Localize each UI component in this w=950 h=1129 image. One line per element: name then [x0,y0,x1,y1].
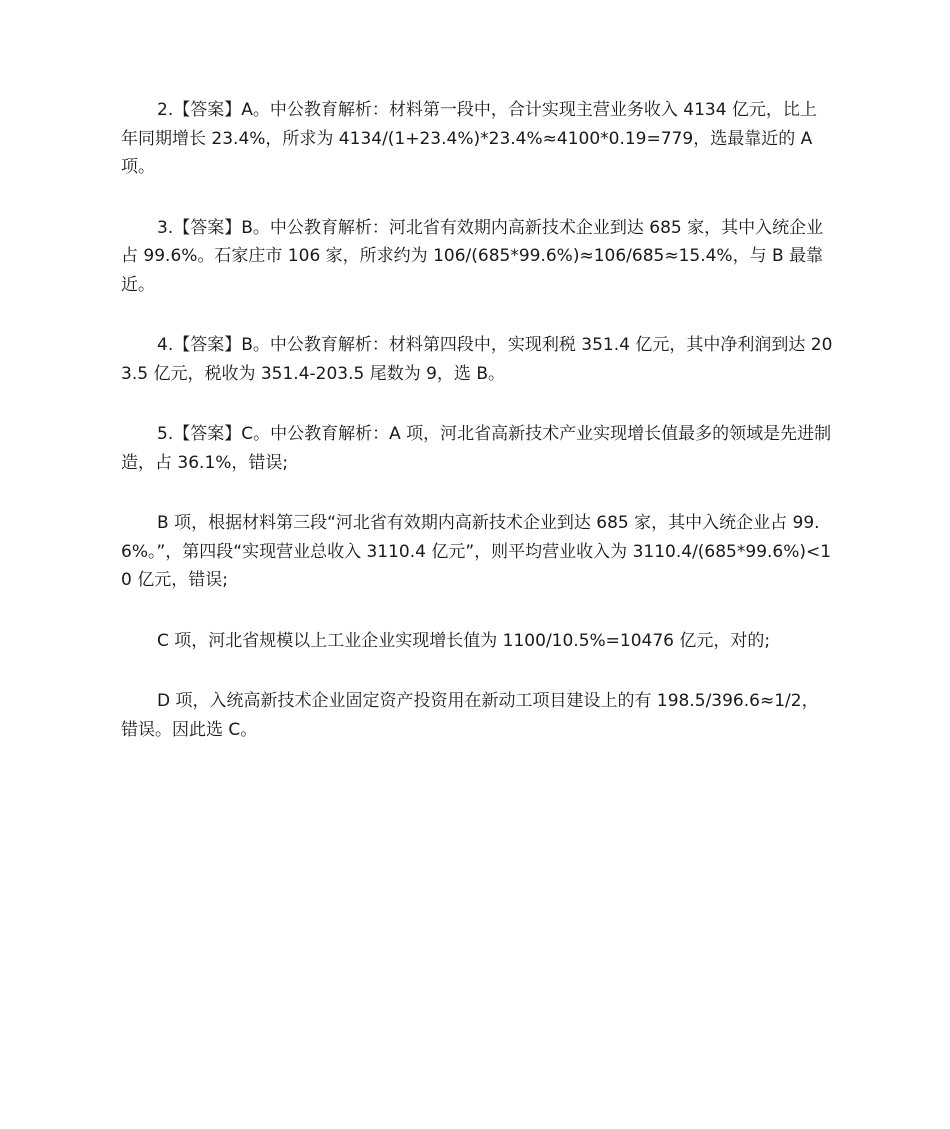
option-d-paragraph: D 项，入统高新技术企业固定资产投资用在新动工项目建设上的有 198.5/396.6≈1/2，错误。因此选 C。 [121,691,819,740]
option-c-paragraph: C 项，河北省规模以上工业企业实现增长值为 1100/10.5%=10476 亿元，对的; [157,630,771,651]
document-page [121,96,833,776]
answer-2-paragraph: 2.【答案】A。中公教育解析：材料第一段中，合计实现主营业务收入 4134 亿元，比上年同期增长 23.4%，所求为 4134/(1+23.4%)*23.4%≈4100*0.19=779，选最靠近的 A 项。 [121,100,817,177]
answer-5-paragraph: 5.【答案】C。中公教育解析：A 项，河北省高新技术产业实现增长值最多的领域是先进制造，占 36.1%，错误; [121,424,832,473]
option-b-paragraph: B 项，根据材料第三段“河北省有效期内高新技术企业到达 685 家，其中入统企业占 99.6%。”，第四段“实现营业总收入 3110.4 亿元”，则平均营业收入为 3110.4/(685*99.6%)<10 亿元，错误; [121,513,832,590]
answer-3-paragraph: 3.【答案】B。中公教育解析：河北省有效期内高新技术企业到达 685 家，其中入统企业占 99.6%。石家庄市 106 家，所求约为 106/(685*99.6%)≈106/685≈15.4%，与 B 最靠近。 [121,217,824,295]
answer-4-paragraph: 4.【答案】B。中公教育解析：材料第四段中，实现利税 351.4 亿元，其中净利润到达 203.5 亿元，税收为 351.4-203.5 尾数为 9，选 B。 [121,335,833,384]
